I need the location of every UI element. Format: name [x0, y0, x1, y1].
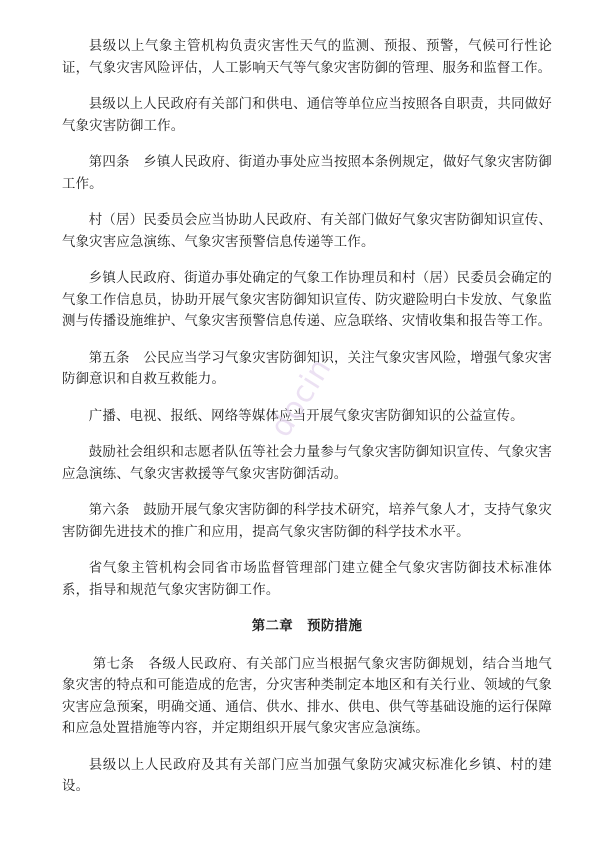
paragraph-1: 县级以上人民政府有关部门和供电、通信等单位应当按照各自职责，共同做好气象灾害防御工作。 [62, 97, 552, 134]
chapter-number: 第二章 [251, 619, 294, 634]
paragraph-6: 广播、电视、报纸、网络等媒体应当开展气象灾害防御知识的公益宣传。 [88, 408, 524, 424]
article-6-paragraph: 第六条 鼓励开展气象灾害防御的科学技术研究，培养气象人才，支持气象灾害防御先进技术的推广和应用，提高气象灾害防御的科学技术水平。 [62, 503, 552, 540]
paragraph-after-1: 县级以上人民政府及其有关部门应当加强气象防灾减灾标准化乡镇、村的建设。 [62, 757, 552, 794]
watermark-logo: docin [263, 351, 339, 444]
chapter-title: 预防措施 [307, 619, 363, 634]
chapter-heading [62, 616, 552, 638]
article-4-paragraph: 第四条 乡镇人民政府、街道办事处应当按照本条例规定，做好气象灾害防御工作。 [62, 155, 552, 192]
article-5-paragraph: 第五条 公民应当学习气象灾害防御知识，关注气象灾害风险，增强气象灾害防御意识和自救互救能力。 [62, 350, 552, 387]
paragraph-9: 省气象主管机构会同省市场监督管理部门建立健全气象灾害防御技术标准体系，指导和规范气象灾害防御工作。 [62, 561, 552, 598]
paragraph-4: 乡镇人民政府、街道办事处确定的气象工作协理员和村（居）民委员会确定的气象工作信息员，协助开展气象灾害防御知识宣传、防灾避险明白卡发放、气象监测与传播设施维护、气象灾害预警信息传递、应急联络、灾情收集和报告等工作。 [62, 271, 552, 329]
paragraph-3: 村（居）民委员会应当协助人民政府、有关部门做好气象灾害防御知识宣传、气象灾害应急演练、气象灾害预警信息传递等工作。 [62, 213, 552, 250]
paragraph-0: 县级以上气象主管机构负责灾害性天气的监测、预报、预警，气候可行性论证，气象灾害风险评估，人工影响天气等气象灾害防御的管理、服务和监督工作。 [62, 39, 552, 76]
document-page [62, 36, 552, 813]
paragraph-7: 鼓励社会组织和志愿者队伍等社会力量参与气象灾害防御知识宣传、气象灾害应急演练、气象灾害救援等气象灾害防御活动。 [62, 445, 552, 482]
article-7-paragraph: 第七条 各级人民政府、有关部门应当根据气象灾害防御规划，结合当地气象灾害的特点和可能造成的危害，分灾害种类制定本地区和有关行业、领域的气象灾害应急预案，明确交通、通信、供水、排水、供电、供气等基础设施的运行保障和应急处置措施等内容，并定期组织开展气象灾害应急演练。 [62, 656, 552, 736]
